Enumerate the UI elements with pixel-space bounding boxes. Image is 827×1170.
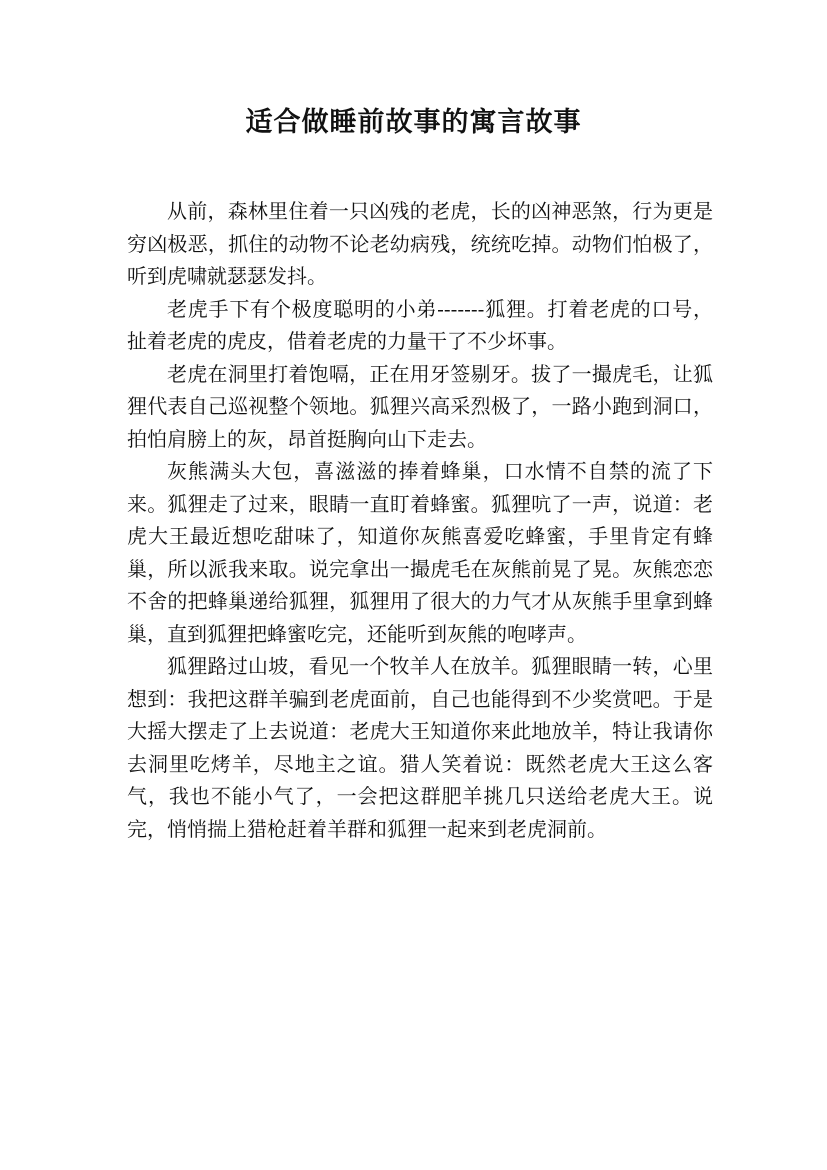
document-title: 适合做睡前故事的寓言故事	[245, 107, 582, 138]
paragraph-1: 从前，森林里住着一只凶残的老虎，长的凶神恶煞，行为更是穷凶极恶，抓住的动物不论老幼病残，统统吃掉。动物们怕极了，听到虎啸就瑟瑟发抖。	[127, 199, 713, 288]
paragraph-3: 老虎在洞里打着饱嗝，正在用牙签剔牙。拔了一撮虎毛，让狐狸代表自己巡视整个领地。狐狸兴高采烈极了，一路小跑到洞口，拍怕肩膀上的灰，昂首挺胸向山下走去。	[127, 361, 713, 451]
document-body	[127, 195, 713, 845]
paragraph-5: 狐狸路过山坡，看见一个牧羊人在放羊。狐狸眼睛一转，心里想到：我把这群羊骗到老虎面前，自己也能得到不少奖赏吧。于是大摇大摆走了上去说道：老虎大王知道你来此地放羊，特让我请你去洞里吃烤羊，尽地主之谊。猎人笑着说：既然老虎大王这么客气，我也不能小气了，一会把这群肥羊挑几只送给老虎大王。说完，悄悄揣上猎枪赶着羊群和狐狸一起来到老虎洞前。	[127, 654, 713, 841]
paragraph-2: 老虎手下有个极度聪明的小弟-------狐狸。打着老虎的口号，扯着老虎的虎皮，借着老虎的力量干了不少坏事。	[127, 296, 713, 353]
paragraph-4: 灰熊满头大包，喜滋滋的捧着蜂巢，口水情不自禁的流了下来。狐狸走了过来，眼睛一直盯着蜂蜜。狐狸吭了一声，说道：老虎大王最近想吃甜味了，知道你灰熊喜爱吃蜂蜜，手里肯定有蜂巢，所以派我来取。说完拿出一撮虎毛在灰熊前晃了晃。灰熊恋恋不舍的把蜂巢递给狐狸，狐狸用了很大的力气才从灰熊手里拿到蜂巢，直到狐狸把蜂蜜吃完，还能听到灰熊的咆哮声。	[127, 459, 713, 646]
